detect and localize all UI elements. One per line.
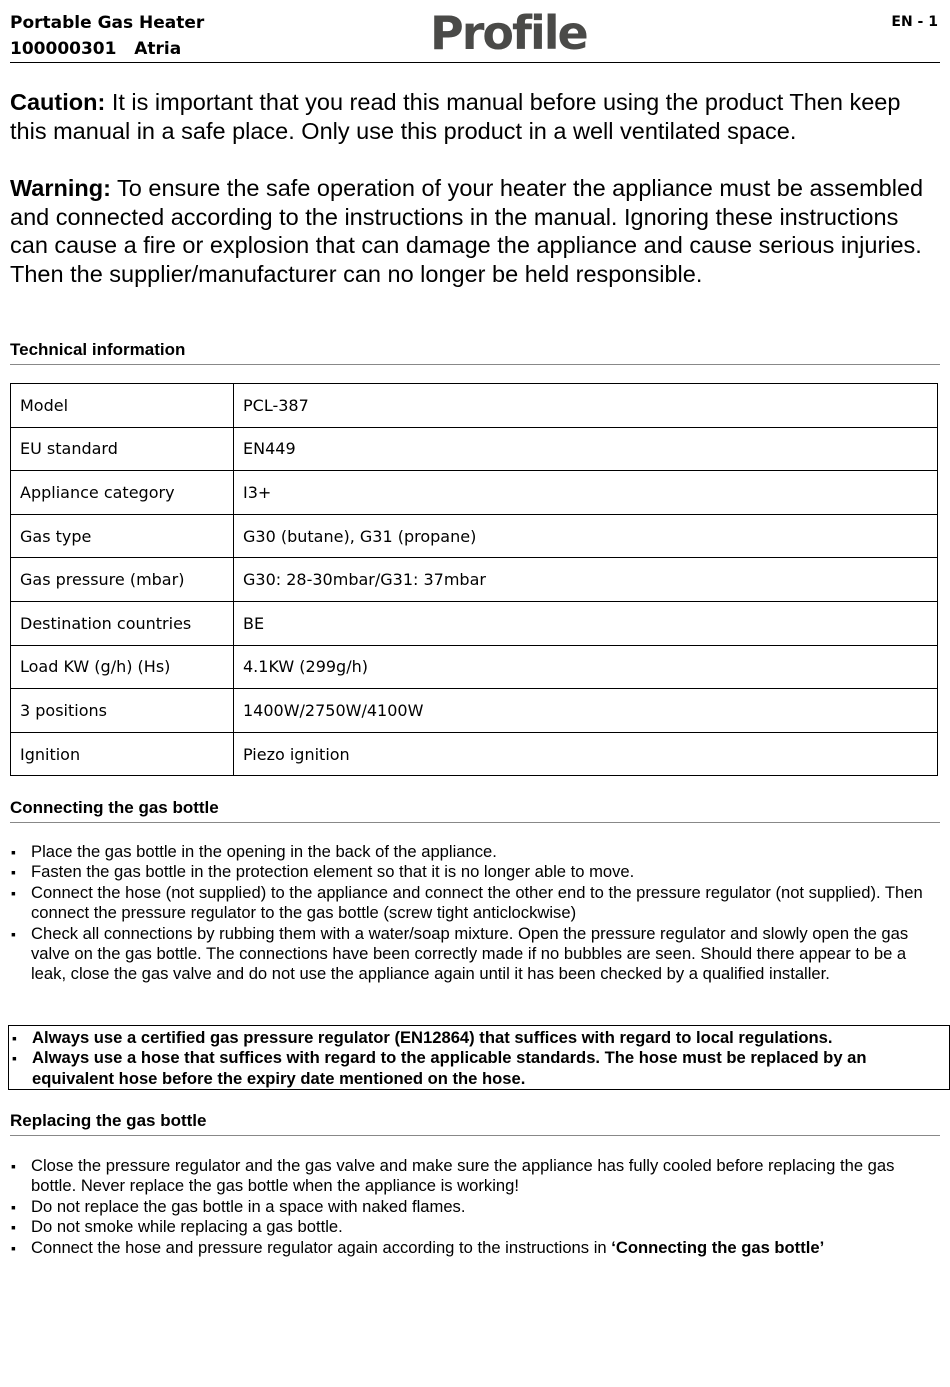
list-item: [10, 1238, 940, 1258]
spec-label: Appliance category: [11, 471, 234, 515]
page-header: [10, 8, 940, 63]
spec-label: 3 positions: [11, 689, 234, 733]
list-item: ▪ Fasten the gas bottle in the protection element so that it is no longer able to move.: [10, 862, 940, 882]
caution-paragraph: [10, 88, 930, 145]
technical-information-heading: Technical information: [10, 340, 940, 365]
spec-label: EU standard: [11, 427, 234, 471]
replacing-list: [10, 1156, 940, 1258]
spec-value: Piezo ignition: [234, 732, 938, 776]
caution-text: It is important that you read this manual before using the product Then keep this manual in a safe place. Only use this product in a well ventilated space.: [10, 89, 901, 144]
connecting-heading: Connecting the gas bottle: [10, 798, 940, 823]
caution-label: Caution:: [10, 89, 106, 115]
brand-logo: Profile: [430, 6, 587, 60]
section-reference: ‘Connecting the gas bottle’: [611, 1237, 825, 1257]
product-name: Portable Gas Heater: [10, 13, 205, 33]
table-row: [11, 471, 938, 515]
important-notes-list: [11, 1028, 945, 1089]
table-row: [11, 427, 938, 471]
table-row: [11, 601, 938, 645]
list-item-text: Connect the hose and pressure regulator again according to the instructions in: [31, 1237, 612, 1257]
connecting-list: [10, 842, 940, 985]
spec-label: Load KW (g/h) (Hs): [11, 645, 234, 689]
spec-label: Ignition: [11, 732, 234, 776]
warning-text: To ensure the safe operation of your heater the appliance must be assembled and connected according to the instructions in the manual. Ignoring these instructions can cause a fire or explosion that can damage the appliance and cause serious injuries. Then the supplier/manufacturer can no longer be held responsible.: [10, 175, 924, 287]
spec-label: Gas pressure (mbar): [11, 558, 234, 602]
spec-label: Destination countries: [11, 601, 234, 645]
list-item: ▪ Check all connections by rubbing them with a water/soap mixture. Open the pressure regulator and slowly open the gas valve on the gas bottle. The connections have been correctly made if no bubbles are seen. Should there appear to be a leak, close the gas valve and do not use the appliance again until it has been checked by a qualified installer.: [10, 924, 940, 985]
spec-label: Gas type: [11, 514, 234, 558]
product-code: 100000301 Atria: [10, 39, 182, 59]
spec-value: PCL-387: [234, 384, 938, 428]
spec-value: BE: [234, 601, 938, 645]
table-row: [11, 732, 938, 776]
spec-value: G30 (butane), G31 (propane): [234, 514, 938, 558]
table-row: [11, 558, 938, 602]
list-item: ▪ Connect the hose (not supplied) to the appliance and connect the other end to the pressure regulator (not supplied). Then connect the pressure regulator to the gas bottle (screw tight anticlockwise): [10, 883, 940, 924]
technical-table: [10, 383, 938, 776]
table-row: [11, 645, 938, 689]
header-product-info: [10, 10, 204, 62]
spec-value: EN449: [234, 427, 938, 471]
table-row: [11, 384, 938, 428]
warning-paragraph: [10, 174, 930, 288]
list-item: ▪ Do not replace the gas bottle in a space with naked flames.: [10, 1197, 940, 1217]
spec-label: Model: [11, 384, 234, 428]
spec-value: G30: 28-30mbar/G31: 37mbar: [234, 558, 938, 602]
warning-label: Warning:: [10, 175, 111, 201]
list-item: ▪ Do not smoke while replacing a gas bottle.: [10, 1217, 940, 1237]
list-item: ▪ Always use a certified gas pressure regulator (EN12864) that suffices with regard to local regulations.: [11, 1028, 945, 1048]
table-row: [11, 514, 938, 558]
list-item: ▪ Place the gas bottle in the opening in the back of the appliance.: [10, 842, 940, 862]
table-row: [11, 689, 938, 733]
spec-value: I3+: [234, 471, 938, 515]
page-number: EN - 1: [891, 14, 938, 30]
spec-value: 1400W/2750W/4100W: [234, 689, 938, 733]
list-item: ▪ Close the pressure regulator and the gas valve and make sure the appliance has fully cooled before replacing the gas bottle. Never replace the gas bottle when the appliance is working!: [10, 1156, 940, 1197]
important-notes-box: [8, 1025, 950, 1090]
replacing-heading: Replacing the gas bottle: [10, 1111, 940, 1136]
spec-value: 4.1KW (299g/h): [234, 645, 938, 689]
list-item: ▪ Always use a hose that suffices with regard to the applicable standards. The hose must be replaced by an equivalent hose before the expiry date mentioned on the hose.: [11, 1048, 945, 1089]
